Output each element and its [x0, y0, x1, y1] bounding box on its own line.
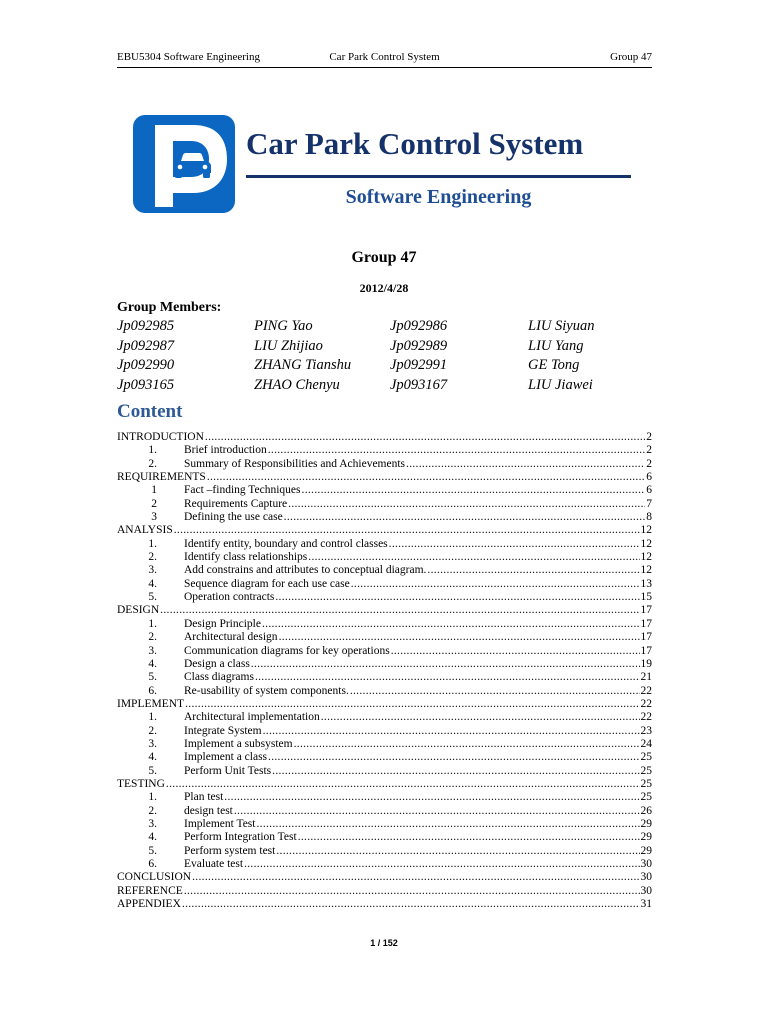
- toc-entry-title: Perform system test: [184, 844, 276, 857]
- student-id: Jp093165: [117, 376, 175, 393]
- toc-entry-page: 7: [646, 497, 652, 510]
- toc-entry-page: 6: [646, 471, 652, 484]
- toc-entry-title: Re-usability of system components.: [184, 684, 349, 697]
- toc-entry-title: Perform Unit Tests: [184, 764, 272, 777]
- toc-dot-leader: [275, 591, 639, 604]
- toc-entry-number: 5.: [148, 591, 157, 604]
- toc-entry-page: 12: [640, 524, 652, 537]
- toc-dot-leader: [263, 725, 640, 738]
- toc-dot-leader: [192, 871, 639, 884]
- toc-entry-title: Fact –finding Techniques: [184, 484, 301, 497]
- toc-entry-number: 2.: [148, 804, 157, 817]
- toc-dot-leader: [288, 498, 645, 511]
- document-date: 2012/4/28: [359, 281, 409, 295]
- toc-entry-page: 2: [646, 431, 652, 443]
- toc-dot-leader: [268, 444, 646, 457]
- student-name: ZHAO Chenyu: [254, 376, 340, 393]
- student-id: Jp092985: [117, 318, 175, 334]
- toc-entry-title: Summary of Responsibilities and Achievements: [184, 457, 406, 470]
- toc-entry-title: Perform Integration Test: [184, 831, 297, 844]
- toc-entry-page: 26: [640, 804, 652, 817]
- toc-entry-page: 25: [640, 791, 652, 804]
- toc-entry-page: 30: [640, 871, 652, 884]
- members-table: [117, 318, 657, 396]
- toc-entry-page: 29: [640, 831, 652, 844]
- toc-entry-number: 2.: [148, 724, 157, 737]
- toc-dot-leader: [350, 685, 640, 698]
- toc-entry-page: 17: [640, 644, 652, 657]
- toc-entry-number: 4.: [148, 577, 157, 590]
- toc-dot-leader: [166, 778, 640, 791]
- toc-subsection-entry[interactable]: [117, 444, 652, 457]
- toc-dot-leader: [294, 738, 640, 751]
- content-heading: Content: [117, 401, 183, 422]
- toc-entry-page: 8: [646, 511, 652, 524]
- toc-entry-title: Design Principle: [184, 617, 261, 630]
- toc-entry-title: Implement Test: [184, 817, 256, 830]
- toc-entry-page: 22: [640, 711, 652, 724]
- toc-entry-title: CONCLUSION: [117, 871, 192, 884]
- student-name: LIU Jiawei: [528, 376, 593, 393]
- toc-subsection-entry[interactable]: [117, 858, 652, 871]
- members-label: Group Members:: [117, 300, 222, 315]
- toc-entry-page: 17: [640, 631, 652, 644]
- toc-subsection-entry[interactable]: [117, 498, 652, 511]
- page-number: 1 / 152: [370, 938, 398, 948]
- toc-dot-leader: [207, 471, 645, 484]
- toc-entry-number: 1: [151, 484, 157, 497]
- student-name: LIU Yang: [528, 337, 584, 354]
- student-id: Jp092986: [390, 318, 448, 334]
- toc-dot-leader: [298, 831, 640, 844]
- toc-entry-title: Communication diagrams for key operations: [184, 644, 390, 657]
- toc-entry-page: 6: [646, 484, 652, 497]
- toc-subsection-entry[interactable]: [117, 511, 652, 524]
- toc-entry-page: 25: [640, 751, 652, 764]
- toc-subsection-entry[interactable]: [117, 671, 652, 684]
- member-row: [117, 377, 657, 397]
- toc-entry-number: 2.: [148, 551, 157, 564]
- toc-entry-title: Design a class: [184, 657, 250, 670]
- toc-entry-page: 22: [640, 697, 652, 710]
- toc-dot-leader: [251, 658, 640, 671]
- toc-entry-page: 2: [646, 457, 652, 470]
- toc-subsection-entry[interactable]: [117, 618, 652, 631]
- toc-entry-title: REFERENCE: [117, 884, 183, 897]
- student-name: LIU Zhijiao: [254, 337, 323, 354]
- toc-subsection-entry[interactable]: [117, 725, 652, 738]
- toc-entry-page: 19: [640, 657, 652, 670]
- toc-entry-page: 17: [640, 617, 652, 630]
- student-id: Jp092990: [117, 357, 175, 373]
- toc-dot-leader: [255, 671, 640, 684]
- header-project: Car Park Control System: [329, 51, 440, 63]
- toc-subsection-entry[interactable]: [117, 845, 652, 858]
- toc-dot-leader: [427, 564, 639, 577]
- member-row: [117, 338, 657, 358]
- toc-subsection-entry[interactable]: [117, 711, 652, 724]
- toc-entry-number: 3.: [148, 564, 157, 577]
- toc-entry-title: Evaluate test: [184, 858, 244, 870]
- toc-section-entry[interactable]: [117, 524, 652, 537]
- toc-entry-page: 25: [640, 764, 652, 777]
- toc-entry-page: 30: [640, 858, 652, 870]
- toc-entry-title: ANALYSIS: [117, 524, 173, 537]
- document-subtitle: Software Engineering: [345, 186, 532, 208]
- toc-dot-leader: [244, 858, 639, 871]
- toc-entry-number: 3.: [148, 817, 157, 830]
- toc-dot-leader: [389, 538, 640, 551]
- toc-section-entry[interactable]: [117, 885, 652, 898]
- toc-dot-leader: [302, 484, 646, 497]
- toc-dot-leader: [184, 885, 640, 898]
- toc-entry-title: Integrate System: [184, 724, 262, 737]
- toc-entry-title: Sequence diagram for each use case: [184, 577, 350, 590]
- toc-entry-number: 3: [151, 511, 157, 524]
- toc-section-entry[interactable]: [117, 431, 652, 444]
- member-row: [117, 357, 657, 377]
- toc-entry-number: 2.: [148, 631, 157, 644]
- toc-subsection-entry[interactable]: [117, 765, 652, 778]
- toc-section-entry[interactable]: [117, 471, 652, 484]
- toc-entry-number: 1.: [148, 444, 157, 457]
- toc-entry-title: design test: [184, 804, 233, 817]
- table-of-contents: [117, 431, 652, 911]
- toc-entry-page: 22: [640, 684, 652, 697]
- toc-entry-number: 5.: [148, 844, 157, 857]
- toc-entry-page: 24: [640, 737, 652, 750]
- toc-entry-title: DESIGN: [117, 604, 160, 617]
- toc-entry-page: 29: [640, 844, 652, 857]
- toc-entry-title: Architectural implementation: [184, 711, 320, 724]
- toc-subsection-entry[interactable]: [117, 805, 652, 818]
- toc-entry-title: APPENDIEX: [117, 898, 181, 911]
- toc-entry-number: 1.: [148, 617, 157, 630]
- toc-dot-leader: [174, 524, 640, 537]
- toc-entry-number: 5.: [148, 671, 157, 684]
- toc-entry-page: 2: [646, 444, 652, 457]
- toc-entry-page: 31: [640, 898, 652, 911]
- toc-entry-title: Class diagrams: [184, 671, 254, 684]
- toc-section-entry[interactable]: [117, 898, 652, 911]
- student-name: ZHANG Tianshu: [254, 357, 352, 373]
- toc-entry-title: Architectural design: [184, 631, 278, 644]
- toc-dot-leader: [391, 645, 640, 658]
- toc-entry-number: 2: [151, 497, 157, 510]
- toc-dot-leader: [321, 711, 640, 724]
- toc-subsection-entry[interactable]: [117, 578, 652, 591]
- toc-dot-leader: [224, 791, 639, 804]
- header-group: Group 47: [610, 51, 652, 63]
- toc-subsection-entry[interactable]: [117, 751, 652, 764]
- toc-subsection-entry[interactable]: [117, 791, 652, 804]
- toc-dot-leader: [205, 431, 645, 444]
- toc-subsection-entry[interactable]: [117, 645, 652, 658]
- toc-entry-title: Operation contracts: [184, 591, 275, 604]
- toc-subsection-entry[interactable]: [117, 458, 652, 471]
- toc-dot-leader: [262, 618, 640, 631]
- toc-dot-leader: [268, 751, 639, 764]
- toc-subsection-entry[interactable]: [117, 631, 652, 644]
- toc-entry-page: 12: [640, 564, 652, 577]
- toc-section-entry[interactable]: [117, 604, 652, 617]
- toc-dot-leader: [406, 458, 645, 471]
- toc-subsection-entry[interactable]: [117, 551, 652, 564]
- toc-dot-leader: [256, 818, 639, 831]
- toc-entry-title: Implement a class: [184, 751, 268, 764]
- toc-entry-page: 12: [640, 551, 652, 564]
- toc-entry-title: Defining the use case: [184, 511, 283, 524]
- toc-entry-page: 29: [640, 817, 652, 830]
- toc-entry-title: INTRODUCTION: [117, 431, 204, 443]
- toc-entry-title: Implement a subsystem: [184, 737, 293, 750]
- toc-entry-page: 30: [640, 884, 652, 897]
- toc-dot-leader: [160, 604, 639, 617]
- toc-entry-number: 6.: [148, 684, 157, 697]
- parking-p-logo-icon: [133, 115, 235, 213]
- toc-entry-number: 6.: [148, 858, 157, 870]
- toc-dot-leader: [351, 578, 640, 591]
- toc-entry-number: 5.: [148, 764, 157, 777]
- toc-section-entry[interactable]: [117, 698, 652, 711]
- toc-entry-title: Add constrains and attributes to conceptual diagram.: [184, 564, 427, 577]
- toc-entry-page: 23: [640, 724, 652, 737]
- toc-entry-page: 17: [640, 604, 652, 617]
- member-row: [117, 318, 657, 338]
- header-course: EBU5304 Software Engineering: [117, 51, 260, 63]
- toc-subsection-entry[interactable]: [117, 484, 652, 497]
- toc-subsection-entry[interactable]: [117, 564, 652, 577]
- student-id: Jp092991: [390, 357, 448, 373]
- toc-entry-page: 13: [640, 577, 652, 590]
- toc-entry-number: 1.: [148, 791, 157, 804]
- toc-dot-leader: [308, 551, 639, 564]
- toc-dot-leader: [182, 898, 640, 911]
- toc-subsection-entry[interactable]: [117, 538, 652, 551]
- toc-entry-page: 25: [640, 777, 652, 790]
- toc-entry-title: Identify entity, boundary and control classes: [184, 537, 388, 550]
- toc-subsection-entry[interactable]: [117, 818, 652, 831]
- title-rule: [246, 175, 631, 178]
- toc-entry-number: 4.: [148, 657, 157, 670]
- group-title: Group 47: [351, 249, 417, 266]
- toc-subsection-entry[interactable]: [117, 591, 652, 604]
- toc-entry-title: IMPLEMENT: [117, 697, 185, 710]
- student-id: Jp092987: [117, 337, 175, 354]
- document-title: Car Park Control System: [246, 126, 584, 161]
- toc-section-entry[interactable]: [117, 871, 652, 884]
- toc-entry-title: Brief introduction: [184, 444, 267, 457]
- toc-entry-number: 1.: [148, 537, 157, 550]
- toc-entry-number: 2.: [148, 457, 157, 470]
- toc-entry-page: 15: [640, 591, 652, 604]
- student-id: Jp093167: [390, 376, 448, 393]
- toc-entry-title: Identify class relationships: [184, 551, 308, 564]
- toc-dot-leader: [276, 845, 639, 858]
- toc-entry-number: 1.: [148, 711, 157, 724]
- running-header: [117, 49, 652, 68]
- toc-entry-number: 3.: [148, 644, 157, 657]
- toc-dot-leader: [279, 631, 640, 644]
- toc-entry-page: 21: [640, 671, 652, 684]
- toc-entry-page: 12: [640, 537, 652, 550]
- toc-subsection-entry[interactable]: [117, 738, 652, 751]
- toc-dot-leader: [185, 698, 639, 711]
- student-name: LIU Siyuan: [528, 318, 595, 334]
- student-id: Jp092989: [390, 337, 448, 354]
- toc-subsection-entry[interactable]: [117, 685, 652, 698]
- toc-dot-leader: [234, 805, 640, 818]
- toc-dot-leader: [272, 765, 639, 778]
- toc-entry-title: REQUIREMENTS: [117, 471, 206, 484]
- toc-entry-number: 3.: [148, 737, 157, 750]
- toc-entry-title: TESTING: [117, 777, 165, 790]
- toc-entry-number: 4.: [148, 751, 157, 764]
- toc-section-entry[interactable]: [117, 778, 652, 791]
- toc-entry-title: Plan test: [184, 791, 224, 804]
- student-name: GE Tong: [528, 357, 580, 373]
- toc-entry-title: Requirements Capture: [184, 497, 288, 510]
- toc-subsection-entry[interactable]: [117, 831, 652, 844]
- toc-subsection-entry[interactable]: [117, 658, 652, 671]
- toc-dot-leader: [284, 511, 646, 524]
- student-name: PING Yao: [254, 318, 313, 334]
- toc-entry-number: 4.: [148, 831, 157, 844]
